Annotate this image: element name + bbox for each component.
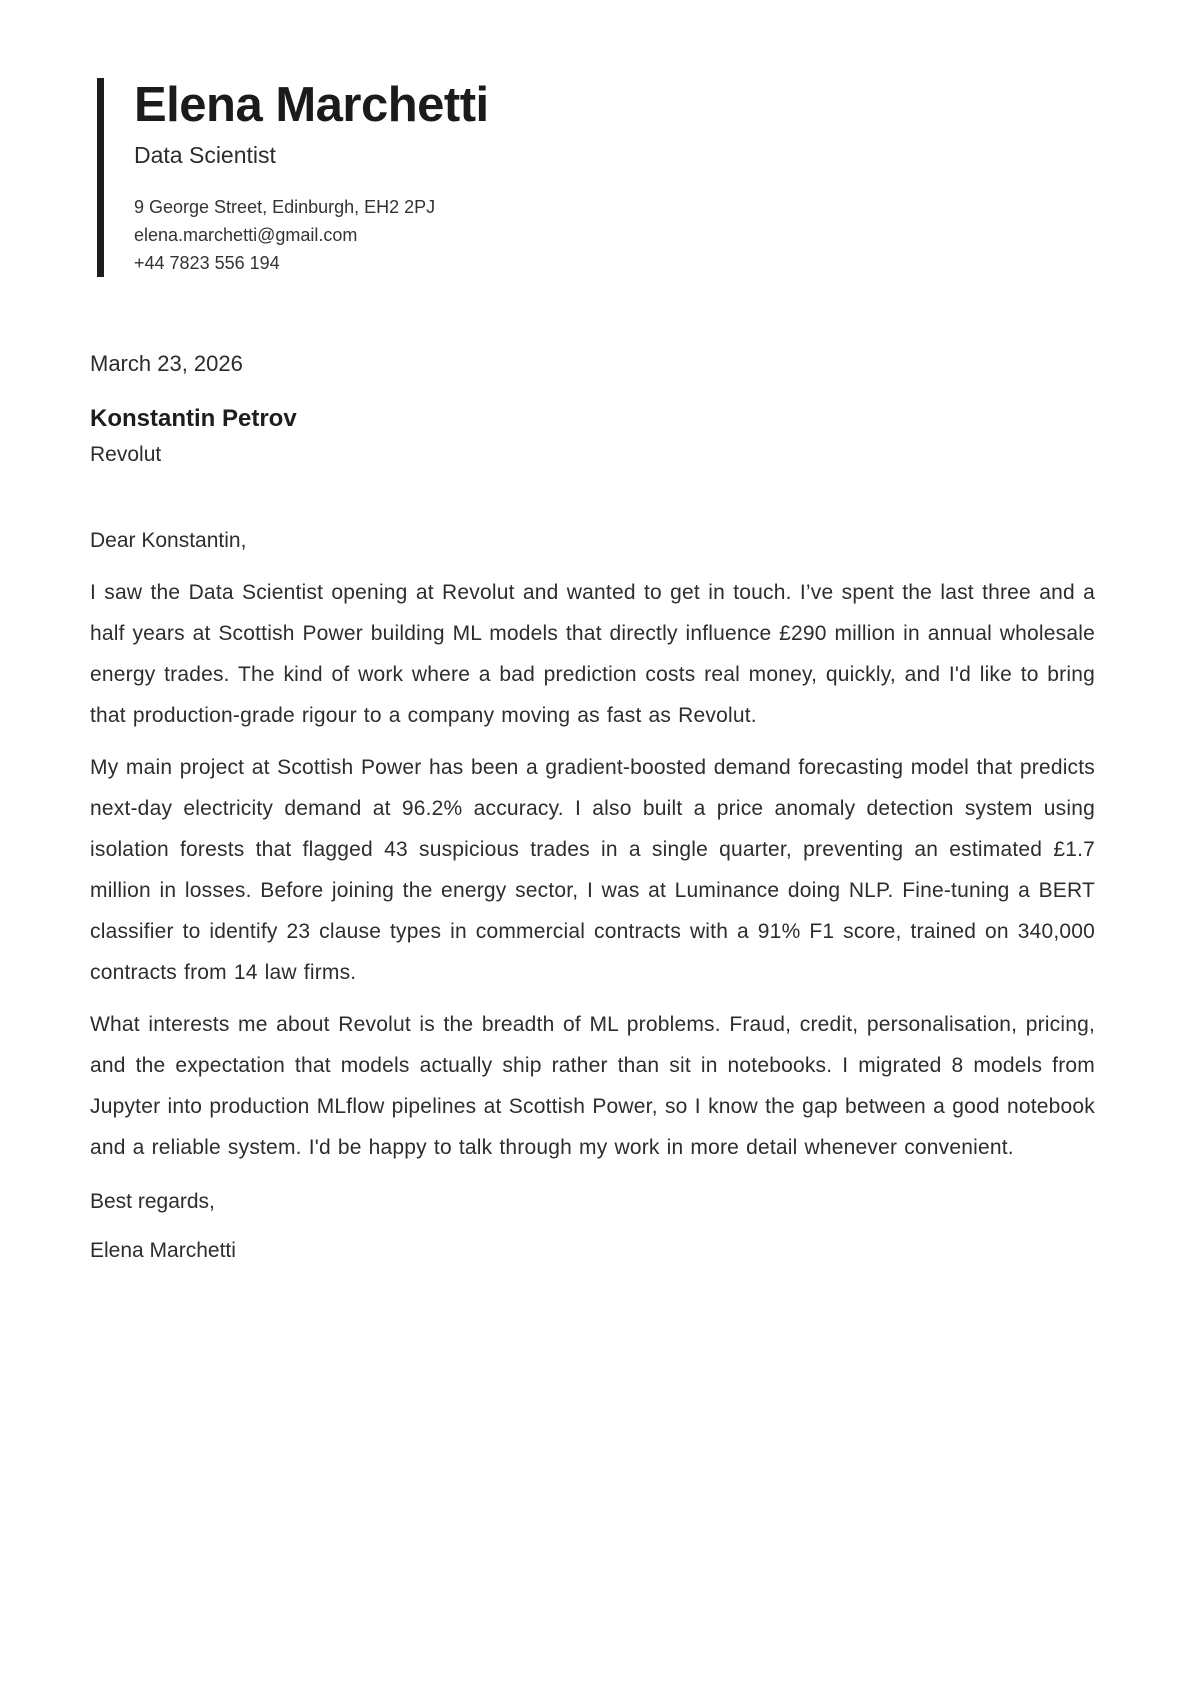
person-name: Elena Marchetti	[134, 78, 489, 132]
header-text-block	[104, 78, 489, 277]
salutation: Dear Konstantin,	[90, 528, 247, 552]
body-paragraph-1: I saw the Data Scientist opening at Revolut and wanted to get in touch. I’ve spent the last three and a half years at Scottish Power building ML models that directly influence £290 million in annual wholesale energy trades. The kind of work where a bad prediction costs real money, quickly, and I'd like to bring that production-grade rigour to a company moving as fast as Revolut.	[90, 580, 1095, 727]
recipient-company: Revolut	[90, 442, 162, 466]
contact-email: elena.marchetti@gmail.com	[134, 224, 358, 245]
body-paragraph-2: My main project at Scottish Power has been a gradient-boosted demand forecasting model that predicts next-day electricity demand at 96.2% accuracy. I also built a price anomaly detection system using isolation forests that flagged 43 suspicious trades in a single quarter, preventing an estimated £1.7 million in losses. Before joining the energy sector, I was at Luminance doing NLP. Fine-tuning a BERT classifier to identify 23 clause types in commercial contracts with a 91% F1 score, trained on 340,000 contracts from 14 law firms.	[90, 755, 1095, 984]
letter-date: March 23, 2026	[90, 350, 243, 376]
contact-block	[134, 193, 489, 277]
closing-phrase: Best regards,	[90, 1189, 215, 1213]
letter-header	[90, 78, 1095, 277]
recipient-block	[90, 404, 1095, 468]
body-paragraph-3: What interests me about Revolut is the breadth of ML problems. Fraud, credit, personalisation, pricing, and the expectation that models actually ship rather than sit in notebooks. I migrated 8 models from Jupyter into production MLflow pipelines at Scottish Power, so I know the gap between a good notebook and a reliable system. I'd be happy to talk through my work in more detail whenever convenient.	[90, 1012, 1095, 1159]
contact-address: 9 George Street, Edinburgh, EH2 2PJ	[134, 196, 436, 217]
contact-phone: +44 7823 556 194	[134, 252, 280, 273]
header-accent-bar	[97, 78, 104, 277]
recipient-name: Konstantin Petrov	[90, 404, 297, 432]
person-job-title: Data Scientist	[134, 141, 276, 168]
signature-name: Elena Marchetti	[90, 1238, 236, 1262]
